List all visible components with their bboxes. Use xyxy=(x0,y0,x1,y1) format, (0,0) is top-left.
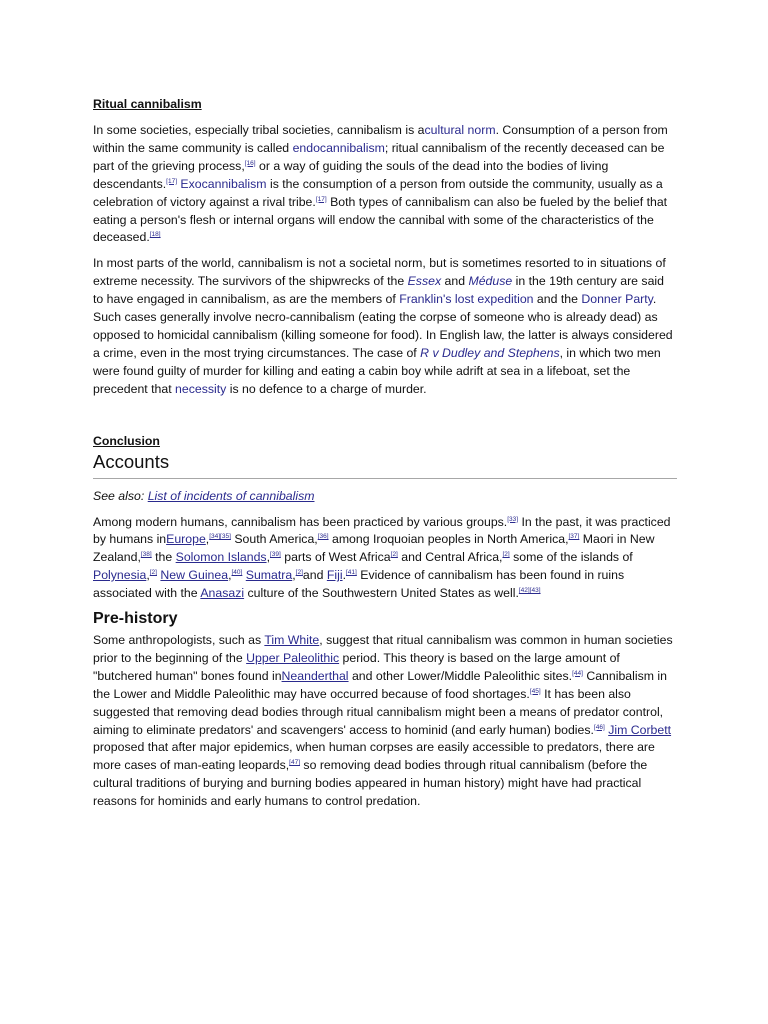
citation-42-43[interactable]: [42][43] xyxy=(518,587,541,595)
citation-2d[interactable]: [2] xyxy=(295,569,303,577)
ritual-cannibalism-heading: Ritual cannibalism xyxy=(93,97,202,111)
link-r-v-dudley-and-stephens[interactable]: R v Dudley and Stephens xyxy=(420,345,560,360)
citation-2b[interactable]: [2] xyxy=(502,551,510,559)
link-cultural-norm[interactable]: cultural norm xyxy=(424,123,496,137)
citation-38[interactable]: [38] xyxy=(140,551,152,559)
link-neanderthal[interactable]: Neanderthal xyxy=(281,668,349,683)
link-anasazi[interactable]: Anasazi xyxy=(200,586,245,601)
link-endocannibalism[interactable]: endocannibalism xyxy=(292,140,385,155)
citation-34-35[interactable]: [34][35] xyxy=(209,533,231,541)
citation-46[interactable]: [46] xyxy=(593,723,605,731)
accounts-heading: Accounts xyxy=(93,450,170,472)
ritual-paragraph-2: In most parts of the world, cannibalism is not a societal norm, but is sometimes resorted to in situations of extreme necessity. The survivors of the shipwrecks of the Essex and Méduse in the 19th century are said to have engaged in cannibalism, as are the members of Franklin's lost expedition and the Donner Party. Such cases generally involve necro-cannibalism (eating the corpse of someone who is already dead) as opposed to homicidal cannibalism (killing someone for food). In English law, the latter is always considered a crime, even in the most trying circumstances. The case of R v Dudley and Stephens, in which two men were found guilty of murder for killing and eating a cabin boy while adrift at sea in a lifeboat, set the precedent that necessity is no defence to a charge of murder. xyxy=(93,256,673,396)
document-page xyxy=(93,96,677,811)
citation-16[interactable]: [16] xyxy=(244,159,256,167)
citation-2c[interactable]: [2] xyxy=(149,569,157,577)
ritual-paragraph-1: In some societies, especially tribal societies, cannibalism is acultural norm. Consumption of a person from within the same community is called endocannibalism; ritual cannibalism of the recently deceased can be part of the grieving process,[16] or a way of guiding the souls of the dead into the bodies of living descendants.[17] Exocannibalism is the consumption of a person from outside the community, usually as a celebration of victory against a rival tribe.[17] Both types of cannibalism can also be fueled by the belief that eating a person's flesh or internal organs will endow the cannibal with some of the characteristics of the deceased.[18] xyxy=(93,123,668,245)
link-jim-corbett[interactable]: Jim Corbett xyxy=(608,722,672,737)
link-upper-paleolithic[interactable]: Upper Paleolithic xyxy=(246,650,340,665)
link-donner-party[interactable]: Donner Party xyxy=(581,292,653,307)
citation-2a[interactable]: [2] xyxy=(390,551,398,559)
citation-37[interactable]: [37] xyxy=(568,533,580,541)
citation-33[interactable]: [33] xyxy=(507,515,519,523)
citation-47[interactable]: [47] xyxy=(289,759,301,767)
link-europe[interactable]: Europe xyxy=(166,532,206,547)
citation-36[interactable]: [36] xyxy=(317,533,329,541)
pre-history-heading: Pre-history xyxy=(93,610,178,628)
citation-40[interactable]: [40] xyxy=(231,569,243,577)
see-also-line: See also: List of incidents of cannibalism xyxy=(93,488,315,503)
citation-44[interactable]: [44] xyxy=(572,669,583,677)
citation-45[interactable]: [45] xyxy=(529,687,541,695)
citation-41[interactable]: [41] xyxy=(345,569,357,577)
link-list-of-incidents[interactable]: List of incidents of cannibalism xyxy=(147,488,315,503)
citation-39[interactable]: [39] xyxy=(269,551,281,559)
citation-17b[interactable]: [17] xyxy=(315,195,327,203)
link-solomon-islands[interactable]: Solomon Islands xyxy=(175,550,267,565)
link-fiji[interactable]: Fiji xyxy=(326,568,343,583)
link-necessity[interactable]: necessity xyxy=(175,381,227,396)
prehistory-paragraph-1: Some anthropologists, such as Tim White, suggest that ritual cannibalism was common in human societies prior to the beginning of the Upper Paleolithic period. This theory is based on the large amount of "butchered human" bones found inNeanderthal and other Lower/Middle Paleolithic sites.[44] Cannibalism in the Lower and Middle Paleolithic may have occurred because of food shortages.[45] It has been also suggested that removing dead bodies through ritual cannibalism might been a means of predator control, aiming to eliminate predators' and scavengers' access to hominid (and early human) bodies.[46] Jim Corbett proposed that after major epidemics, when human corpses are easily accessible to predators, there are more cases of man-eating leopards,[47] so removing dead bodies through ritual cannibalism (before the cultural traditions of burying and burning bodies appeared in human history) might have had practical reasons for hominids and early humans to control predation. xyxy=(93,633,673,809)
link-essex[interactable]: Essex xyxy=(407,274,442,289)
link-polynesia[interactable]: Polynesia xyxy=(93,568,147,583)
accounts-paragraph-1: Among modern humans, cannibalism has been practiced by various groups.[33] In the past, it was practiced by humans inEurope,[34][35] South America,[36] among Iroquoian peoples in North America,[37] Maori in New Zealand,[38] the Solomon Islands,[39] parts of West Africa[2] and Central Africa,[2] some of the islands of Polynesia,[2] New Guinea,[40] Sumatra,[2]and Fiji.[41] Evidence of cannibalism has been found in ruins associated with the Anasazi culture of the Southwestern United States as well.[42][43] xyxy=(93,514,671,601)
link-meduse[interactable]: Méduse xyxy=(468,274,513,289)
link-new-guinea[interactable]: New Guinea xyxy=(160,568,229,583)
link-franklins-lost-expedition[interactable]: Franklin's lost expedition xyxy=(399,292,534,307)
link-exocannibalism[interactable]: Exocannibalism xyxy=(180,176,267,191)
link-tim-white[interactable]: Tim White xyxy=(264,633,320,648)
citation-18[interactable]: [18] xyxy=(149,231,161,239)
link-sumatra[interactable]: Sumatra xyxy=(245,568,293,583)
citation-17[interactable]: [17] xyxy=(166,177,177,185)
conclusion-heading: Conclusion xyxy=(93,433,160,448)
